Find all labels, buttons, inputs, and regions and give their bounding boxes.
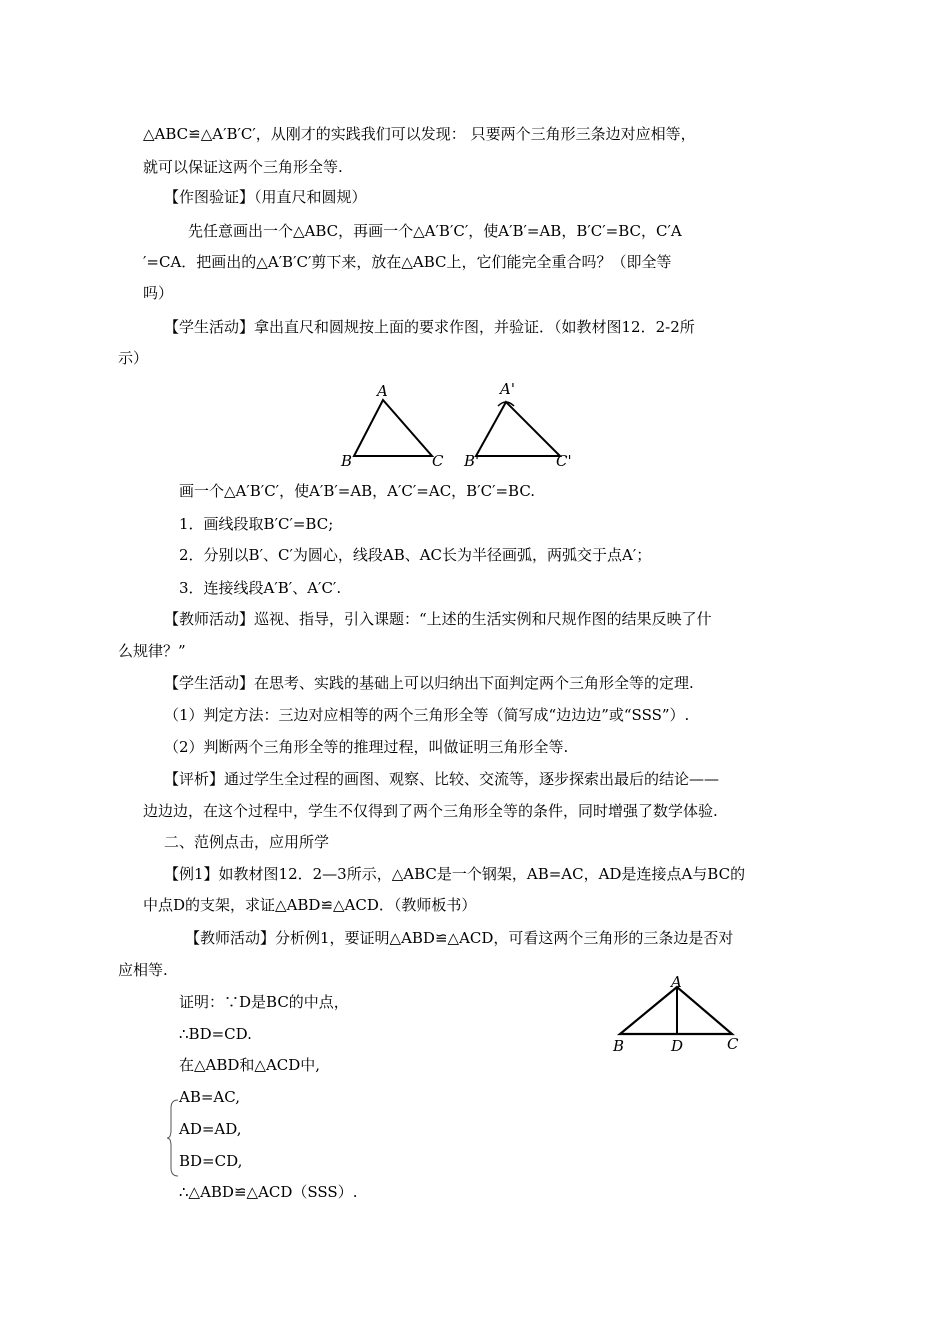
text-line-28: AB=AC, <box>179 1088 240 1106</box>
text-line-22: 中点D的支架，求证△ABD≌△ACD．（教师板书） <box>143 896 477 914</box>
steel-frame-figure <box>605 975 765 1055</box>
text-line-20: 二、范例点击，应用所学 <box>164 833 330 851</box>
text-line-30: BD=CD, <box>179 1152 243 1170</box>
label-c: C <box>432 452 444 468</box>
text-line-23: 【教师活动】分析例1，要证明△ABD≌△ACD，可看这两个三角形的三条边是否对 <box>185 929 734 947</box>
text-line-13: 【教师活动】巡视、指导，引入课题：“上述的生活实例和尺规作图的结果反映了什 <box>164 610 712 628</box>
text-line-4: 先任意画出一个△ABC，再画一个△A′B′C′，使A′B′=AB，B′C′=BC，C′A <box>188 222 682 240</box>
label-d: D <box>671 1037 684 1055</box>
label-c: C <box>727 1035 739 1053</box>
proof-brace <box>166 1098 180 1178</box>
triangle-a2b2c2 <box>476 402 560 456</box>
text-line-2: 就可以保证这两个三角形全等. <box>143 158 343 176</box>
label-a: A <box>671 975 682 991</box>
text-line-31: ∴△ABD≌△ACD（SSS）. <box>179 1183 358 1201</box>
text-line-12: 3．连接线段A′B′、A′C′. <box>179 579 342 597</box>
label-b: B <box>613 1037 625 1055</box>
text-line-25: 证明：∵D是BC的中点， <box>179 993 349 1011</box>
text-line-18: 【评析】通过学生全过程的画图、观察、比较、交流等，逐步探索出最后的结论—— <box>164 770 720 788</box>
text-line-3: 【作图验证】（用直尺和圆规） <box>164 188 367 206</box>
text-line-8: 示） <box>118 349 149 367</box>
text-line-10: 1．画线段取B′C′=BC; <box>179 515 334 533</box>
text-line-17: （2）判断两个三角形全等的推理过程，叫做证明三角形全等. <box>164 738 569 756</box>
text-line-11: 2．分别以B′、C′为圆心，线段AB、AC长为半径画弧，两弧交于点A′； <box>179 546 652 564</box>
label-b: B <box>341 452 353 468</box>
label-a: A <box>377 382 388 400</box>
triangle-construction-figure <box>340 378 590 468</box>
text-line-6: 吗） <box>143 284 174 302</box>
text-line-15: 【学生活动】在思考、实践的基础上可以归纳出下面判定两个三角形全等的定理. <box>164 674 694 692</box>
label-c-prime: C' <box>556 452 572 468</box>
text-line-7: 【学生活动】拿出直尺和圆规按上面的要求作图，并验证．（如教材图12．2-2所 <box>164 318 695 336</box>
text-line-1: △ABC≌△A′B′C′，从刚才的实践我们可以发现： 只要两个三角形三条边对应相等， <box>143 125 696 143</box>
label-a-prime: A' <box>500 380 515 398</box>
text-line-9: 画一个△A′B′C′，使A′B′=AB，A′C′=AC，B′C′=BC. <box>179 482 536 500</box>
triangle-abc <box>354 400 432 456</box>
text-line-14: 么规律？” <box>118 642 186 660</box>
text-line-24: 应相等. <box>118 961 168 979</box>
label-b-prime: B' <box>464 452 480 468</box>
text-line-26: ∴BD=CD. <box>179 1025 252 1043</box>
text-line-5: ′=CA．把画出的△A′B′C′剪下来，放在△ABC上，它们能完全重合吗？（即全等 <box>143 253 672 271</box>
text-line-29: AD=AD, <box>179 1120 242 1138</box>
text-line-19: 边边边，在这个过程中，学生不仅得到了两个三角形全等的条件，同时增强了数学体验. <box>143 802 718 820</box>
text-line-16: （1）判定方法：三边对应相等的两个三角形全等（简写成“边边边”或“SSS”）. <box>164 706 690 724</box>
text-line-27: 在△ABD和△ACD中, <box>179 1056 321 1074</box>
text-line-21: 【例1】如教材图12．2—3所示，△ABC是一个钢架，AB=AC，AD是连接点A与BC的 <box>164 865 746 883</box>
